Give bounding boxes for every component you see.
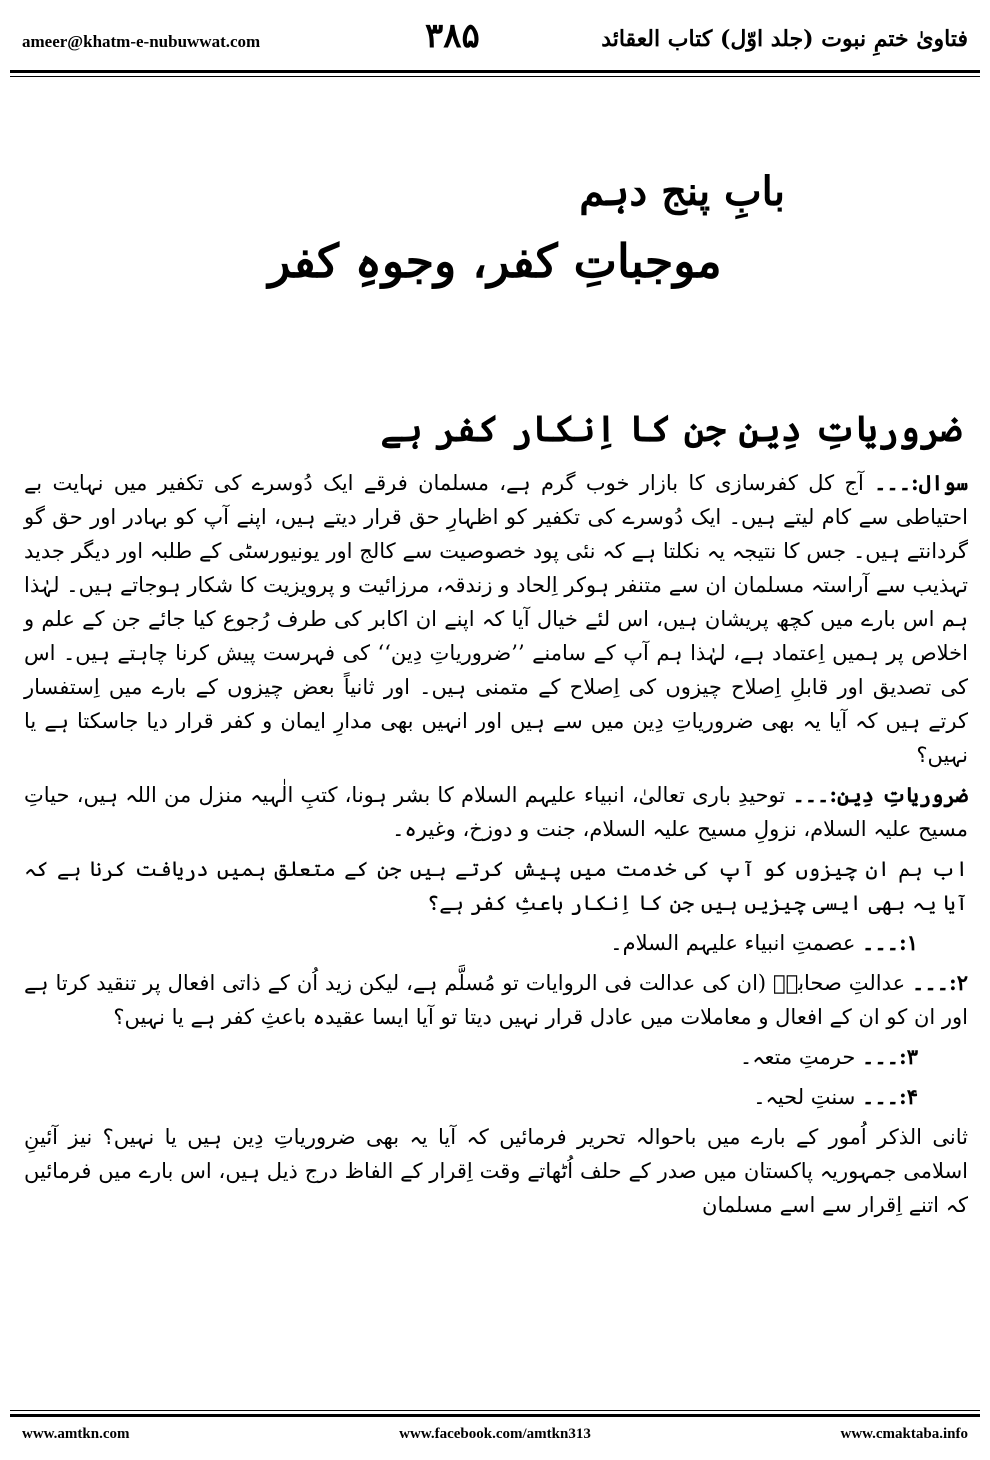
list-item xyxy=(24,1040,968,1074)
footer-rule-thin xyxy=(10,1410,980,1411)
footer-link-left[interactable]: www.amtkn.com xyxy=(22,1426,130,1442)
footer-link-right[interactable]: www.cmaktaba.info xyxy=(840,1426,968,1442)
item-text: عدالتِ صحابہؓ (ان کی عدالت فی الروایات تو مُسلَّم ہے، لیکن زید اُن کے ذاتی افعال پر تنقید کرتا ہے اور ان کو ان کے افعال و معاملات میں عادل قرار نہیں دیتا تو آیا ایسا عقیدہ باعثِ کفر ہے یا نہیں؟ xyxy=(24,971,968,1029)
item-text: سنتِ لحیہ۔ xyxy=(753,1085,856,1109)
page-header xyxy=(0,0,990,70)
item-label: ۳:۔۔۔ xyxy=(862,1044,918,1069)
chapter-number: بابِ پنج دہم xyxy=(579,168,785,215)
header-rule-thin xyxy=(10,76,980,77)
closing-paragraph: ثانی الذکر اُمور کے بارے میں باحوالہ تحریر فرمائیں کہ آیا یہ بھی ضروریاتِ دِین ہیں یا نہیں؟ نیز آئینِ اسلامی جمہوریہ پاکستان میں صدر کے حلف اُٹھاتے وقت اِقرار کے الفاظ درج ذیل ہیں، اس بارے میں فرمائیں کہ اتنے اِقرار سے اسے مسلمان xyxy=(24,1125,968,1217)
item-label: ۱:۔۔۔ xyxy=(862,930,918,955)
item-label: ۴:۔۔۔ xyxy=(862,1084,918,1109)
item-label: ۲:۔۔۔ xyxy=(912,970,968,995)
item-text: عصمتِ انبیاء علیہم السلام۔ xyxy=(610,931,856,955)
list-item xyxy=(24,966,968,1034)
list-item xyxy=(24,926,968,960)
section-heading: ضروریاتِ دِین جن کا اِنکار کفر ہے xyxy=(380,408,962,450)
header-rule xyxy=(10,70,980,73)
page-number: ۳۸۵ xyxy=(425,16,480,56)
list-item xyxy=(24,1080,968,1114)
book-title: فتاویٰ ختمِ نبوت (جلد اوّل) کتاب العقائد xyxy=(601,26,968,52)
essentials-text: توحیدِ باری تعالیٰ، انبیاء علیہم السلام کا بشر ہونا، کتبِ الٰہیہ منزل من اللہ ہیں، حیاتِ مسیح علیہ السلام، نزولِ مسیح علیہ السلام، جنت و دوزخ، وغیرہ۔ xyxy=(24,783,968,841)
followup-paragraph: اب ہم ان چیزوں کو آپ کی خدمت میں پیش کرتے ہیں جن کے متعلق ہمیں دریافت کرنا ہے کہ آیا یہ بھی ایسی چیزیں ہیں جن کا اِنکار باعثِ کفر ہے؟ xyxy=(24,857,968,915)
footer-link-center[interactable]: www.facebook.com/amtkn313 xyxy=(399,1426,591,1442)
item-text: حرمتِ متعہ۔ xyxy=(739,1045,856,1069)
essentials-label: ضروریاتِ دِین:۔۔۔ xyxy=(792,782,968,807)
question-paragraph xyxy=(24,466,968,772)
header-email[interactable]: ameer@khatm-e-nubuwwat.com xyxy=(22,32,261,51)
footer-rule xyxy=(10,1414,980,1417)
essentials-paragraph xyxy=(24,778,968,846)
question-text: آج کل کفرسازی کا بازار خوب گرم ہے، مسلمان فرقے ایک دُوسرے کی تکفیر میں نہایت بے احتیاطی سے کام لیتے ہیں۔ ایک دُوسرے کی تکفیر کو اظہارِ حق قرار دیتے ہیں، اپنے آپ کو بہادر اور حق گو گردانتے ہیں۔ جس کا نتیجہ یہ نکلتا ہے کہ نئی پود خصوصیت سے کالج اور یونیورسٹی کے طلبہ اور دیگر جدید تہذیب سے آراستہ مسلمان ان سے متنفر ہوکر اِلحاد و زندقہ، مرزائیت و پرویزیت کا شکار ہوجاتے ہیں۔ لہٰذا ہم اس بارے میں کچھ پریشان ہیں، اس لئے خیال آیا کہ اپنے ان اکابر کی طرف رُجوع کیا جائے جن کے علم و اخلاص پر ہمیں اِعتماد ہے، لہٰذا ہم آپ کے سامنے ’’ضروریاتِ دِین‘‘ کی فہرست پیش کرنا چاہتے ہیں۔ اس کی تصدیق اور قابلِ اِصلاح چیزوں کی اِصلاح کے متمنی ہیں۔ اور ثانیاً بعض چیزوں کے بارے میں اِستفسار کرتے ہیں کہ آیا یہ بھی ضروریاتِ دِین میں سے ہیں اور انہیں بھی مدارِ ایمان و کفر قرار دیا جاسکتا ہے یا نہیں؟ xyxy=(24,471,969,767)
body-text xyxy=(24,466,968,1228)
question-label: سوال:۔۔۔ xyxy=(874,470,968,495)
chapter-title: موجباتِ کفر، وجوہِ کفر xyxy=(268,234,722,288)
